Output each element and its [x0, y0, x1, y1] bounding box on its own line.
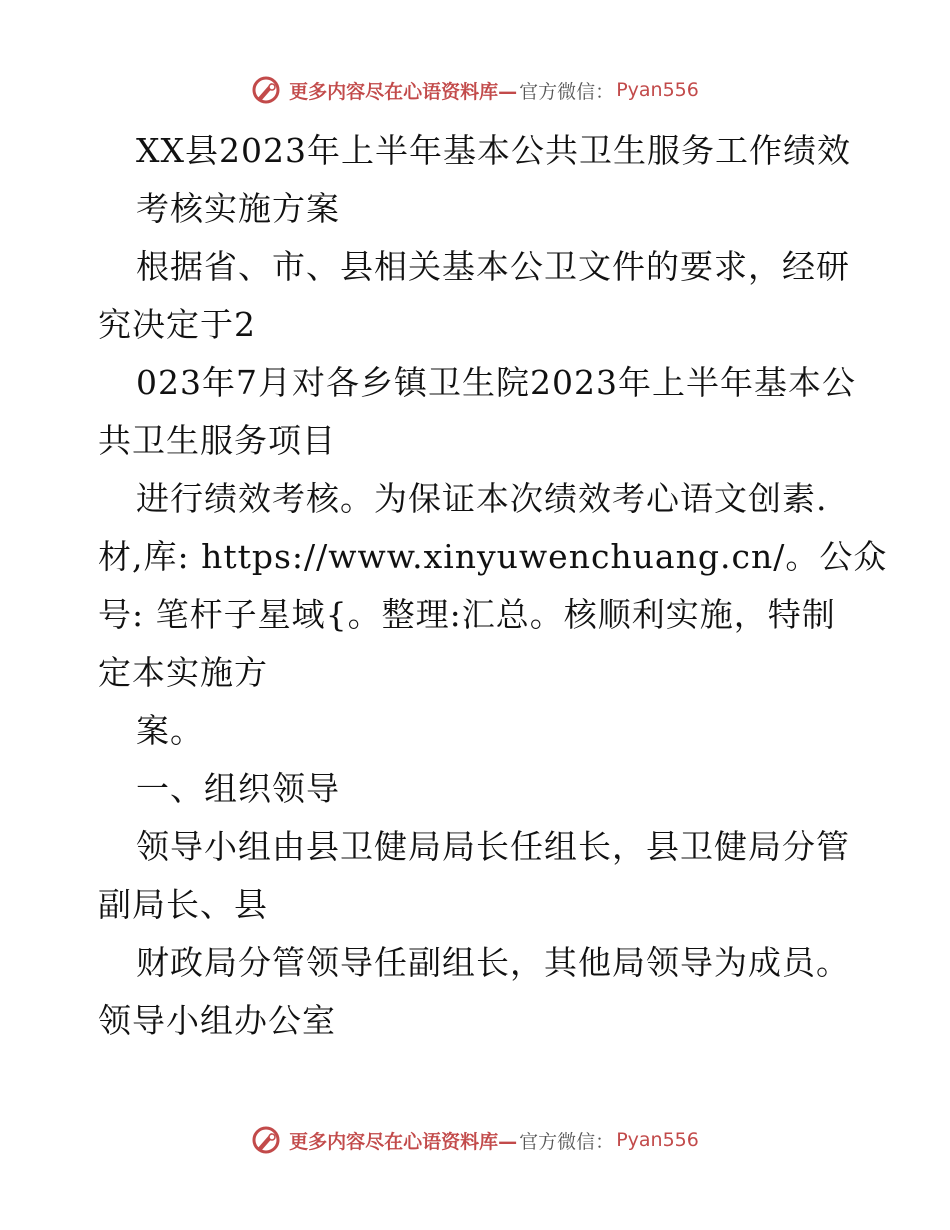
watermark-wechat-label: 官方微信： [519, 80, 615, 103]
doc-title-line-2: 考核实施方案 [136, 189, 340, 228]
doc-line: 财政局分管领导任副组长，其他局领导为成员。 [136, 943, 850, 982]
doc-line: 领导小组办公室 [98, 1001, 336, 1040]
watermark-text: 更多内容尽在心语资料库— [289, 1130, 518, 1153]
pen-logo-icon [251, 75, 281, 105]
watermark-wechat-id: Pyan556 [616, 79, 699, 101]
doc-line: 副局长、县 [98, 885, 268, 924]
doc-line: 究决定于2 [98, 305, 256, 344]
header-watermark [0, 70, 950, 110]
watermark-wechat-id: Pyan556 [616, 1129, 699, 1151]
doc-line-url: 材,库: https://www.xinyuwenchuang.cn/。公众 [98, 537, 888, 576]
document-body [98, 122, 888, 1050]
doc-line: 领导小组由县卫健局局长任组长，县卫健局分管 [136, 827, 850, 866]
doc-line: 023年7月对各乡镇卫生院2023年上半年基本公 [136, 363, 856, 402]
pen-logo-icon [251, 1125, 281, 1155]
doc-line: 共卫生服务项目 [98, 421, 336, 460]
watermark-wechat-label: 官方微信： [519, 1130, 615, 1153]
doc-line: 定本实施方 [98, 653, 268, 692]
watermark-text: 更多内容尽在心语资料库— [289, 80, 518, 103]
section-heading: 一、组织领导 [136, 769, 340, 808]
doc-line: 案。 [136, 711, 204, 750]
doc-line: 号: 笔杆子星域{。整理:汇总。核顺利实施，特制 [98, 595, 836, 634]
footer-watermark [0, 1120, 950, 1160]
doc-line: 进行绩效考核。为保证本次绩效考心语文创素. [136, 479, 828, 518]
doc-title-line-1: XX县2023年上半年基本公共卫生服务工作绩效 [136, 131, 851, 170]
doc-line: 根据省、市、县相关基本公卫文件的要求，经研 [136, 247, 850, 286]
